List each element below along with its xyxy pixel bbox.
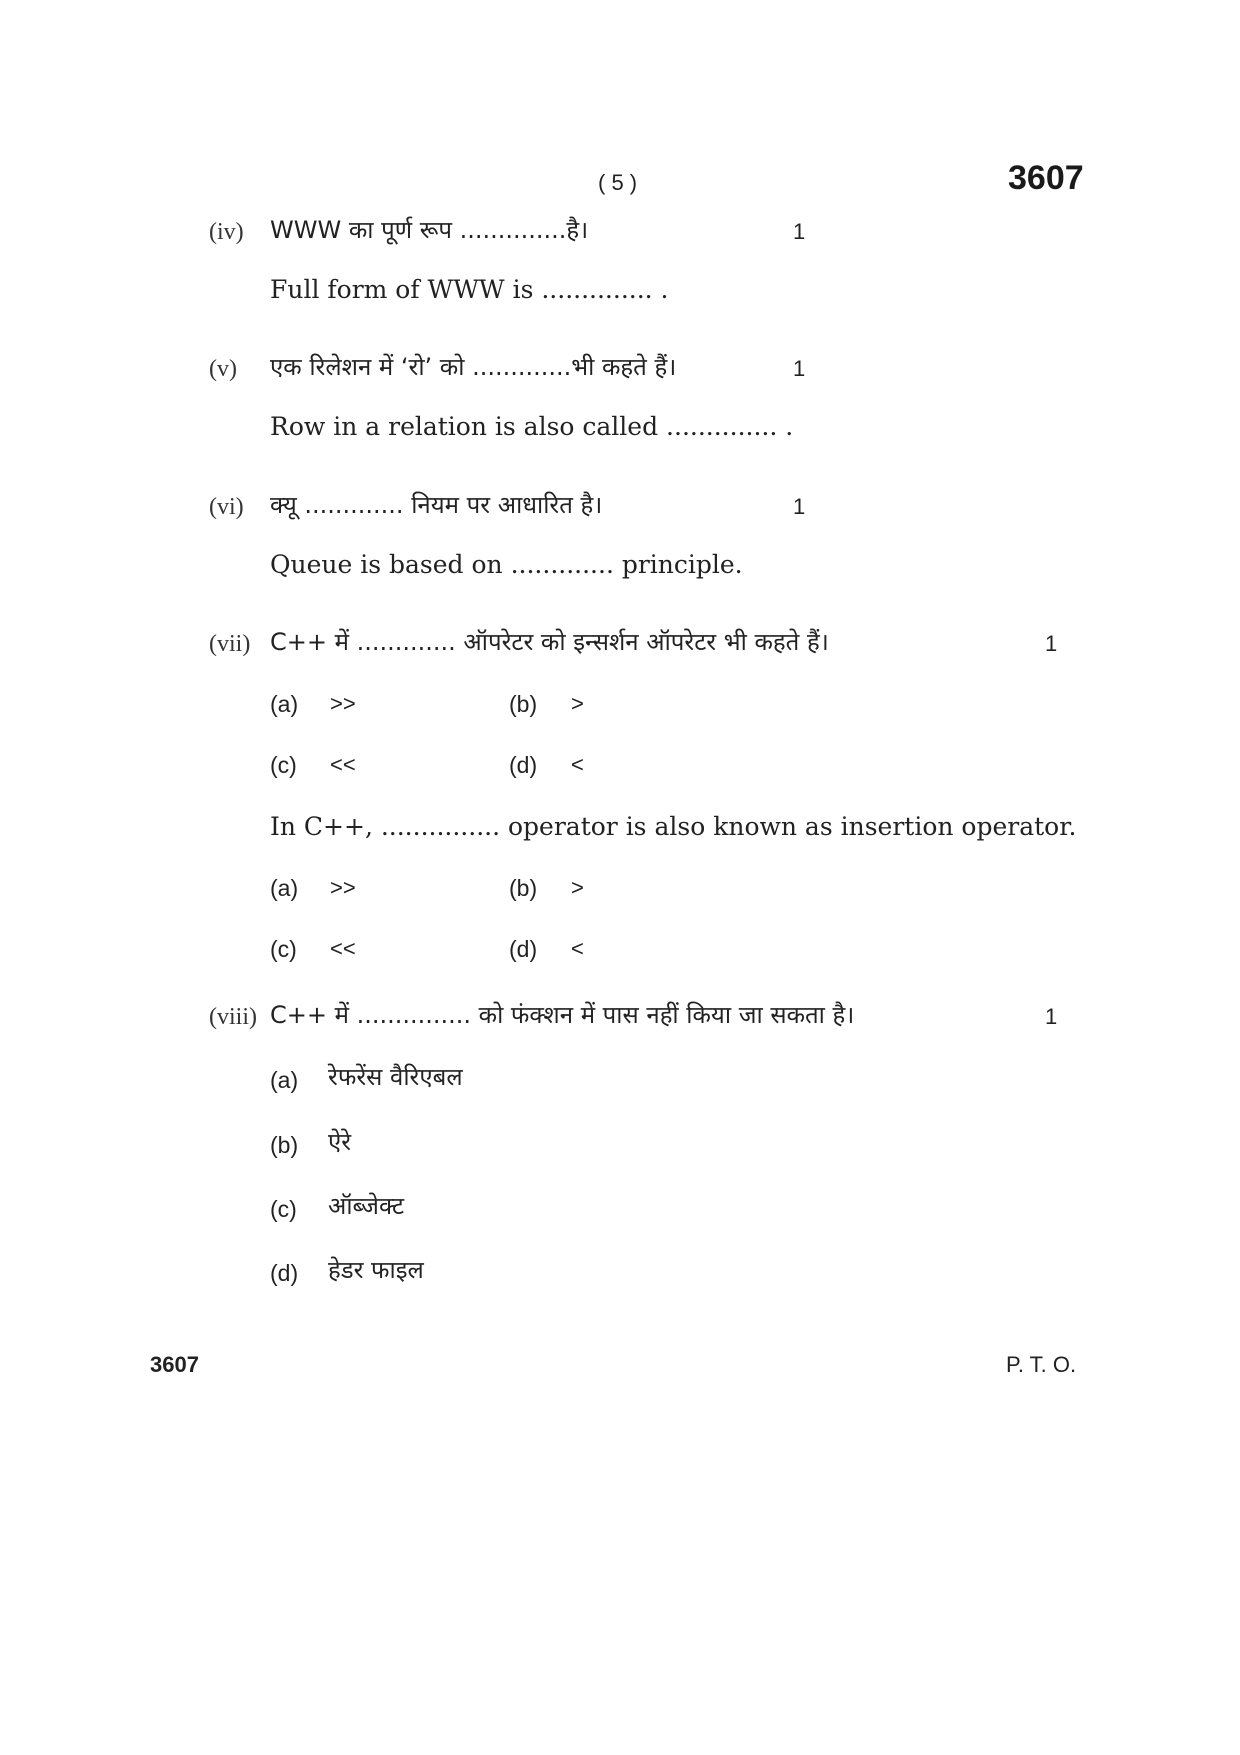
question-text-hindi: WWW का पूर्ण रूप ..............है।: [270, 216, 589, 244]
question-marks: 1: [793, 356, 806, 381]
question-text-english: In C++, ............... operator is also known as insertion operator.: [270, 812, 1077, 841]
option-label: (d): [509, 752, 538, 778]
question-number: (viii): [209, 1004, 257, 1030]
option-value: हेडर फाइल: [328, 1256, 424, 1284]
option-value: >>: [330, 875, 356, 900]
option-label: (a): [270, 875, 299, 901]
option-label: (b): [509, 875, 538, 901]
question-number: (iv): [209, 219, 244, 245]
question-text-english: Row in a relation is also called .............. .: [270, 412, 794, 441]
option-label: (c): [270, 1196, 297, 1222]
question-text-english: Queue is based on ............. principle.: [270, 550, 743, 579]
question-marks: 1: [793, 219, 806, 244]
question-text-hindi: एक रिलेशन में ‘रो’ को .............भी कहते हैं।: [270, 353, 677, 381]
option-label: (a): [270, 691, 299, 717]
page-number: ( 5 ): [598, 170, 638, 195]
option-value: >>: [330, 691, 356, 716]
option-value: >: [571, 875, 584, 900]
question-text-hindi: C++ में ............. ऑपरेटर को इन्सर्शन ऑपरेटर भी कहते हैं।: [270, 628, 829, 656]
option-label: (c): [270, 752, 297, 778]
question-marks: 1: [793, 494, 806, 519]
option-value: ऑब्जेक्ट: [328, 1192, 405, 1220]
question-marks: 1: [1045, 1004, 1058, 1029]
option-value: <<: [330, 936, 356, 961]
option-label: (c): [270, 936, 297, 962]
pto-label: P. T. O.: [1006, 1352, 1077, 1377]
question-text-english: Full form of WWW is .............. .: [270, 275, 669, 304]
question-marks: 1: [1045, 631, 1058, 656]
option-value: <<: [330, 752, 356, 777]
option-value: <: [571, 936, 584, 961]
question-number: (vi): [209, 494, 244, 520]
question-number: (v): [209, 356, 237, 382]
option-value: रेफरेंस वैरिएबल: [328, 1063, 463, 1091]
option-label: (d): [509, 936, 538, 962]
paper-code-header: 3607: [1008, 159, 1084, 197]
paper-code-footer: 3607: [150, 1352, 199, 1377]
option-label: (a): [270, 1067, 299, 1093]
option-value: ऐरे: [328, 1128, 352, 1156]
question-text-hindi: क्यू ............. नियम पर आधारित है।: [270, 491, 603, 519]
question-text-hindi: C++ में ............... को फंक्शन में पास नहीं किया जा सकता है।: [270, 1001, 855, 1029]
option-label: (b): [509, 691, 538, 717]
option-value: <: [571, 752, 584, 777]
option-value: >: [571, 691, 584, 716]
question-number: (vii): [209, 631, 251, 657]
option-label: (b): [270, 1132, 299, 1158]
option-label: (d): [270, 1260, 299, 1286]
